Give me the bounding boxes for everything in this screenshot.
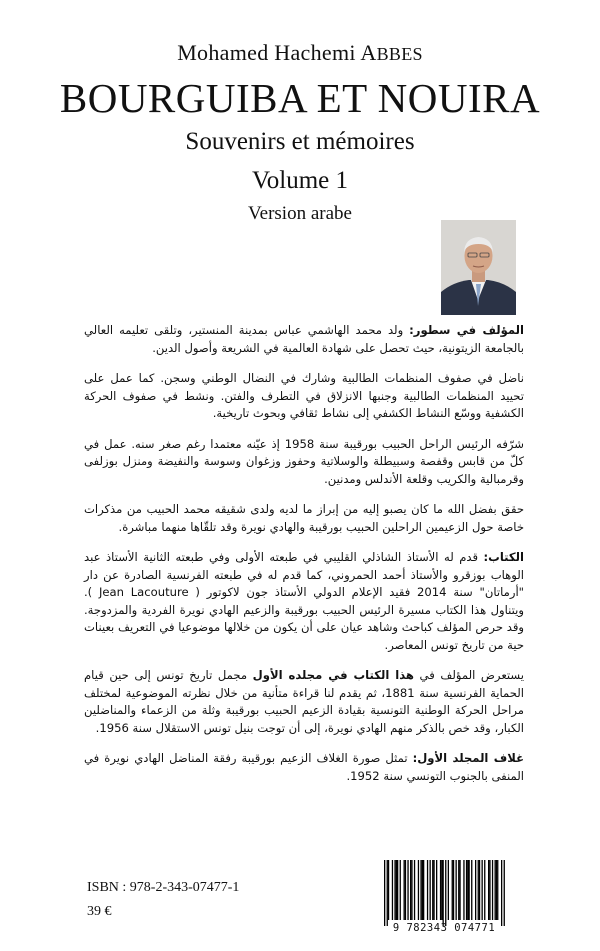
volume-label: Volume 1 [251,167,349,194]
barcode-bar [489,860,490,920]
barcode-bar [427,860,428,920]
barcode-bar [501,860,502,926]
barcode-bar [433,860,434,920]
volume-pre-text: يستعرض المؤلف في [413,668,524,682]
barcode-bar [387,860,388,926]
barcode-bar [397,860,398,920]
barcode-bar [410,860,411,920]
barcode-bar [432,860,433,920]
author-bio-text: ولد محمد الهاشمي عباس بمدينة المنستير، وتلقى تعليمه العالي بالجامعة الزيتونية، حيث تحصل على شهادة العالمية في الشريعة وأصول الدين. [84,323,524,355]
barcode-bar [448,860,449,920]
barcode-bar [407,860,408,920]
barcode-bar [440,860,441,920]
barcode-bar [478,860,479,920]
barcode-bar [466,860,467,920]
barcode-bar [392,860,393,920]
barcode-bar [388,860,389,920]
barcode-bar [418,860,419,920]
author-photo [441,220,516,315]
barcode-bar [458,860,459,920]
barcode-bar [497,860,498,920]
author-last-rest: BBES [376,44,423,64]
barcode-bar [430,860,431,920]
career-paragraph: شرّفه الرئيس الراحل الحبيب بورقيبة سنة 1958 إذ عيّنه معتمدا رغم صغر سنه. عمل في كلّ من قابس وقفصة وسبيطلة والوسلاتية وحفوز وزغوان وسوسة والنفيضة ومنزل بوزلفى وقرمبالية والكريب وقلعة الأندلس ومدنين. [84,436,524,486]
barcode-bar [456,860,457,920]
barcode-bar [394,860,395,920]
barcode-bar [411,860,412,920]
barcode-bar [404,860,405,920]
volume-text: مجمل تاريخ تونس إلى حين قيام الحماية الفرنسية سنة 1881، ثم يقدم لنا قراءة متأنية من خلال نظرته الموضوعية لمختلف مراحل الحركة الوطنية التونسية بقيادة الزعيم الحبيب بورقيبة وثلة من الزعماء والمناضلين الكبار، وقد خص بالذكر منهم الهادي نويرة، إلى أن توجت بنيل تونس الاستقلال سنة 1956. [84,668,524,735]
price: 39 € [87,904,112,919]
barcode-bar [443,860,444,926]
barcode-bar [471,860,472,920]
barcode-bar [414,860,415,920]
book-subtitle: Souvenirs et mémoires [185,128,415,155]
barcode-bar [445,860,446,926]
author-portrait-icon [441,220,516,315]
version-label: Version arabe [248,203,352,224]
barcode-bar [405,860,406,920]
author-first-name: Mohamed Hachemi [177,40,361,65]
barcode-bar [469,860,470,920]
author-name [0,40,600,66]
barcode-bar [463,860,464,920]
barcode-bar [495,860,496,920]
cover-paragraph [84,750,524,785]
author-last-initial: A [360,40,377,65]
barcode-bar [488,860,489,920]
barcode-bar [420,860,421,920]
volume-paragraph [84,667,524,737]
barcode-bar [453,860,454,920]
back-cover-text [84,322,524,798]
barcode-number: 9 782343 074771 [392,922,496,934]
barcode-bar [436,860,437,920]
barcode-bar [400,860,401,920]
barcode-bar [384,860,385,926]
cover-label: غلاف المجلد الأول: [412,751,524,765]
activism-paragraph: ناضل في صفوف المنظمات الطالبية وشارك في النضال الوطني وسجن. كما عمل على تحييد المنظمات الطالبية وجنبها الانزلاق في التطرف والفتن. ونشط في صفوف الحركة الكشفية ووسّع النشاط الكشفي إلى نشاط ثقافي وبحوث تاريخية. [84,371,524,420]
barcode-bar [467,860,468,920]
author-bio-label: المؤلف في سطور: [409,323,524,337]
barcode-bar [484,860,485,920]
cover-text: تمثل صورة الغلاف الزعيم بورقيبة رفقة المناضل الهادي نويرة في المنفى بالجنوب التونسي سنة 1952. [84,751,524,783]
book-text: قدم له الأستاذ الشاذلي القليبي في طبعته الأولى وفي طبعته الثانية الأستاذ عبد الوهاب بوزقرو والأستاذ أحمد الحمروني، كما قدم له في طبعته الفرنسية الصادرة عن دار "أرماتان" سنة 2014 فقيد الإعلام الدولي الأستاذ جون لاكوتور ( Jean Lacouture ). ويتناول هذا الكتاب مسيرة الرئيس الحبيب بورقيبة والزعيم الهادي نويرة الفردية والمزدوجة. وقد حرص المؤلف كباحث وشاهد عيان على أن يكون من خلالها موضوعيا في التعريف بعينات حية من تاريخ تونس المعاصر. [84,550,525,652]
isbn: ISBN : 978-2-343-07477-1 [87,880,240,895]
author-bio-paragraph [84,322,524,357]
barcode-bar [475,860,476,920]
barcode-bar [452,860,453,920]
volume-label-bold: هذا الكتاب في مجلده الأول [252,668,414,682]
barcode-bar [504,860,505,926]
barcode-bar [422,860,423,920]
book-label: الكتاب: [483,550,524,564]
barcode-bar [482,860,483,920]
book-title: BOURGUIBA ET NOUIRA [59,75,541,121]
barcode-bar [396,860,397,920]
barcode-bar [423,860,424,920]
memoirs-paragraph: حقق بفضل الله ما كان يصبو إليه من إبراز ما لديه ولدى شقيقه محمد الحبيب من مذكرات خاصة حول الزعيمين الراحلين الحبيب بورقيبة والهادي نويرة وقد تلقّاها منهما مباشرة. [84,502,524,534]
barcode-bar [492,860,493,920]
barcode-bar [479,860,480,920]
book-paragraph [84,549,524,654]
barcode-bar [441,860,442,920]
barcode-bar [496,860,497,920]
barcode-bar [459,860,460,920]
